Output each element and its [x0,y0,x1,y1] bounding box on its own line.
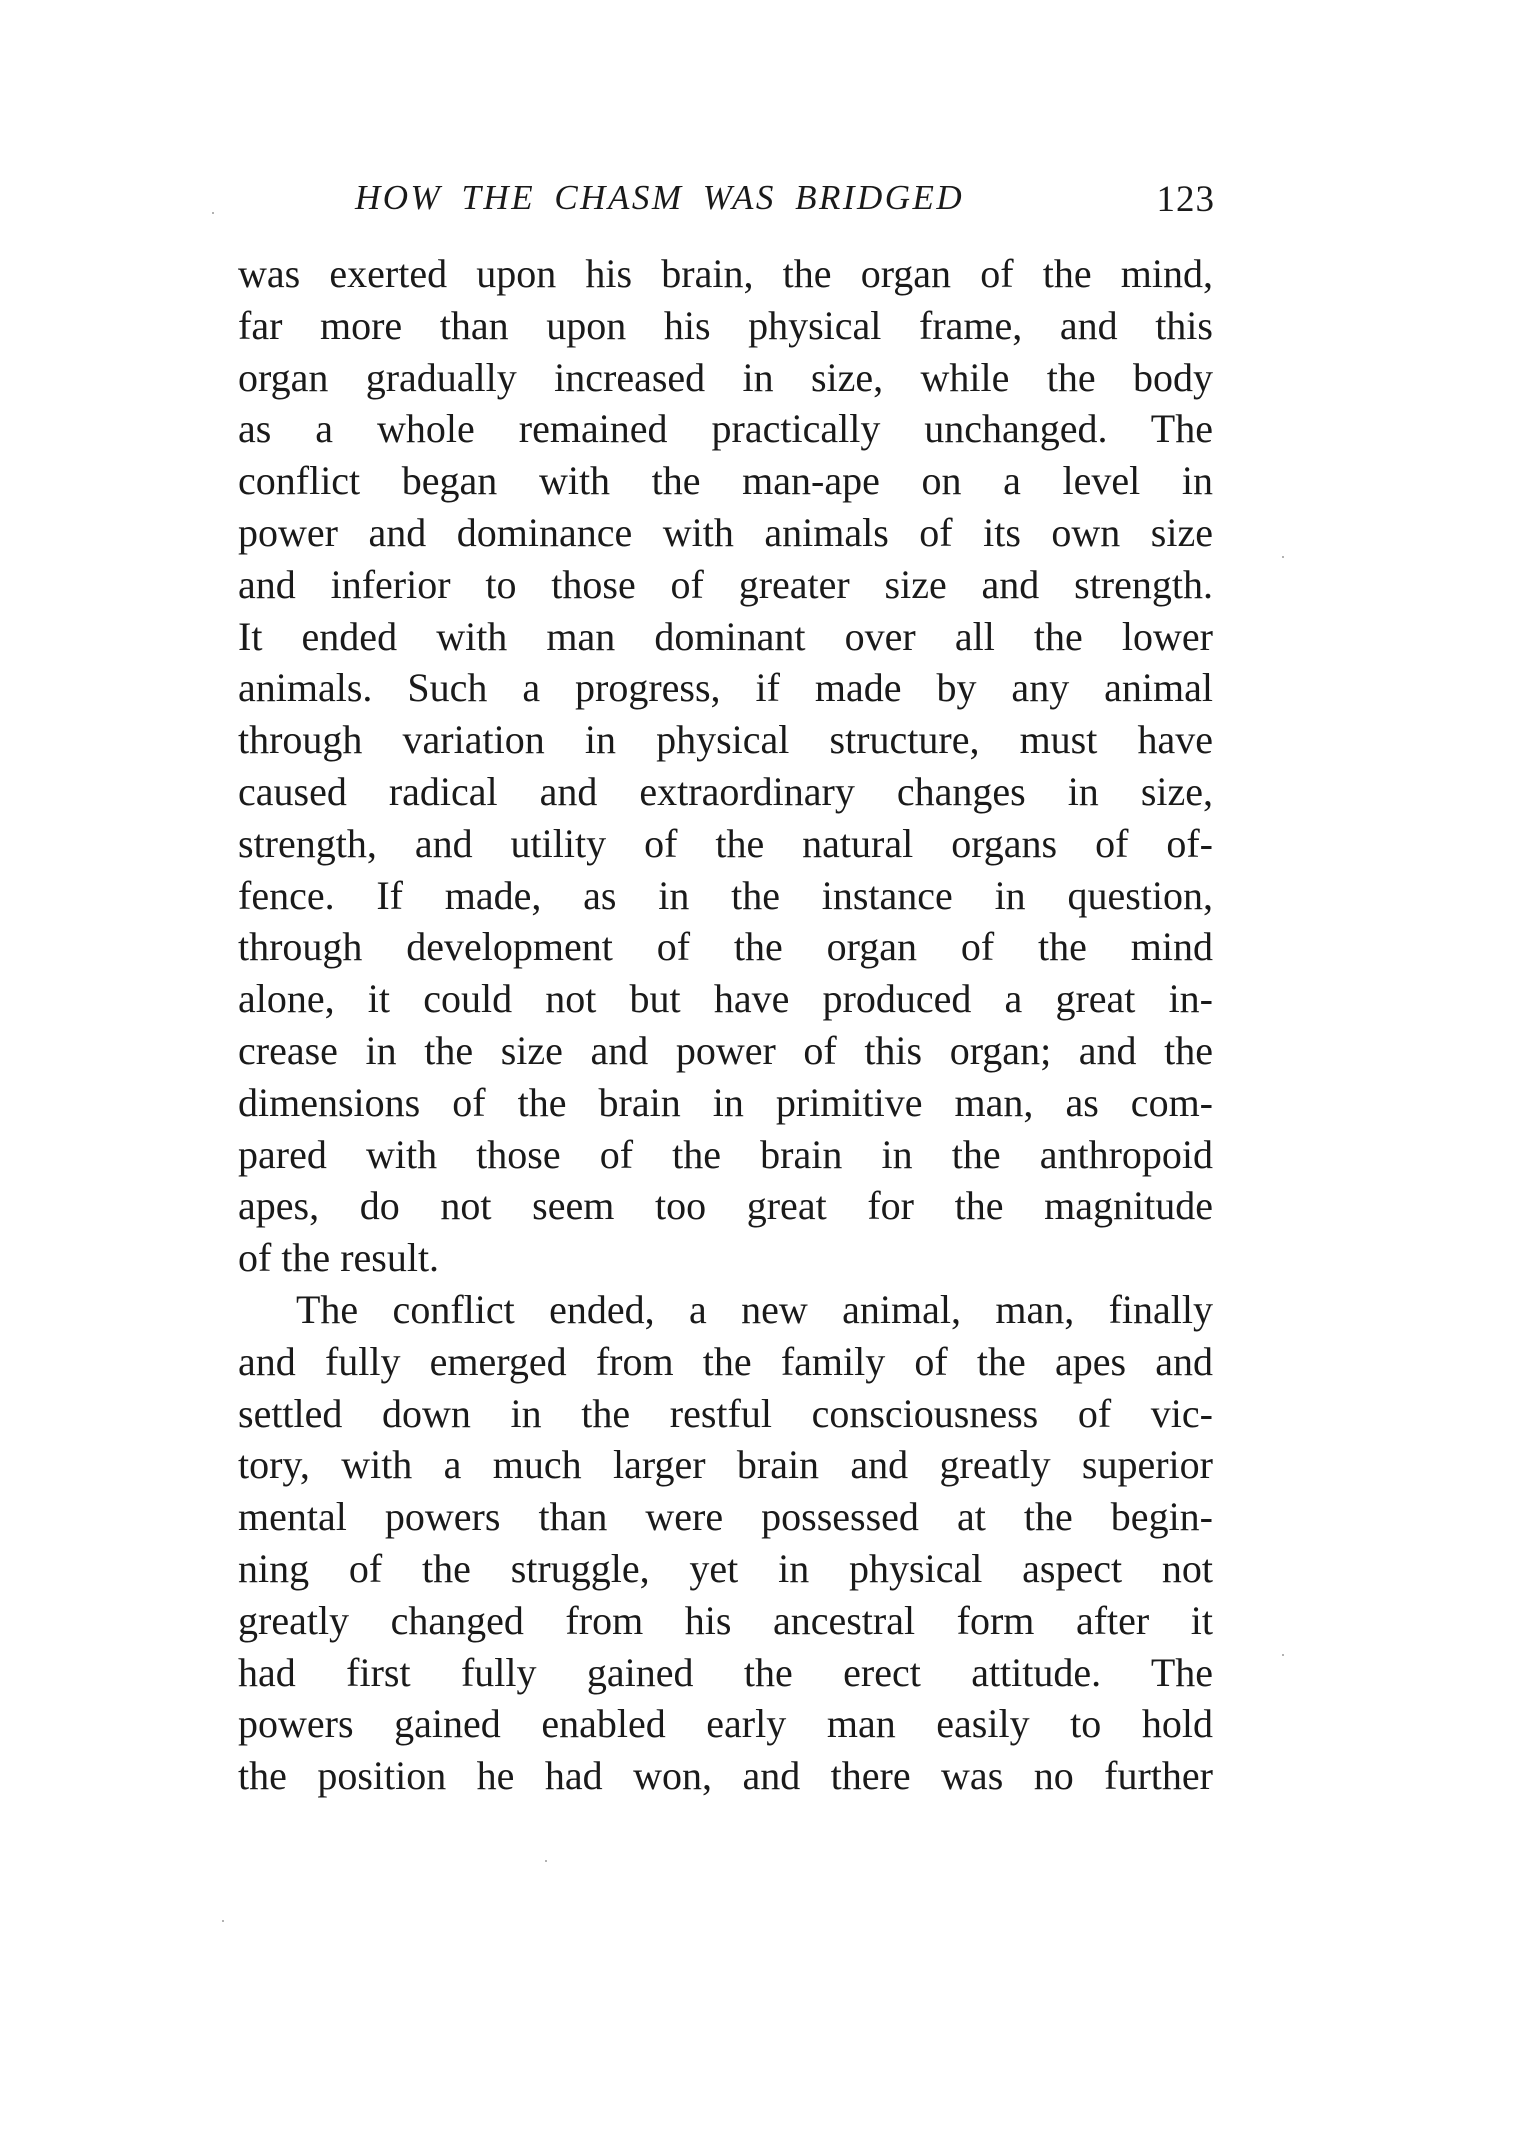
running-head [355,178,1215,228]
text-line: as a whole remained practically unchanged. The [238,406,1213,452]
text-line: and fully emerged from the family of the apes and [238,1338,1213,1384]
scan-speck [222,1920,224,1922]
scan-speck [545,1860,547,1862]
text-line: and inferior to those of greater size and strength. [238,561,1213,607]
text-line: through variation in physical structure, must have [238,717,1213,763]
text-line: power and dominance with animals of its own size [238,509,1213,555]
text-line: of the result. [238,1235,440,1281]
text-line: alone, it could not but have produced a great in- [238,976,1213,1022]
text-line: had first fully gained the erect attitude. The [238,1649,1213,1695]
text-line: apes, do not seem too great for the magnitude [238,1183,1213,1229]
text-line: dimensions of the brain in primitive man, as com- [238,1079,1213,1125]
text-line: far more than upon his physical frame, and this [238,302,1213,348]
text-line: The conflict ended, a new animal, man, finally [296,1286,1213,1332]
text-line: powers gained enabled early man easily to hold [238,1701,1213,1747]
paragraph-1 [238,248,1213,1284]
paragraph-2 [238,1284,1213,1802]
page-number: 123 [1156,179,1215,220]
text-line: It ended with man dominant over all the lower [238,613,1213,659]
text-line: tory, with a much larger brain and greatly superior [238,1442,1213,1488]
running-title: HOW THE CHASM WAS BRIDGED [355,178,965,217]
scan-speck [212,212,214,214]
text-line: settled down in the restful consciousness of vic- [238,1390,1213,1436]
scan-speck [1282,556,1284,558]
text-line: animals. Such a progress, if made by any animal [238,665,1213,711]
text-line: fence. If made, as in the instance in question, [238,872,1213,918]
text-line: greatly changed from his ancestral form after it [238,1597,1213,1643]
text-line: through development of the organ of the mind [238,924,1213,970]
text-line: ning of the struggle, yet in physical aspect not [238,1545,1213,1591]
text-line: was exerted upon his brain, the organ of the mind, [238,251,1213,296]
text-line: mental powers than were possessed at the begin- [238,1494,1213,1540]
text-line: crease in the size and power of this organ; and the [238,1027,1213,1073]
text-line: conflict began with the man-ape on a level in [238,458,1213,504]
text-line: pared with those of the brain in the anthropoid [238,1131,1213,1177]
scan-speck [1282,1654,1284,1656]
text-line: caused radical and extraordinary changes in size, [238,768,1213,814]
body-text [238,248,1213,1802]
text-line: the position he had won, and there was no further [238,1753,1213,1799]
text-line: strength, and utility of the natural organs of of- [238,820,1213,866]
text-line: organ gradually increased in size, while the body [238,354,1213,400]
